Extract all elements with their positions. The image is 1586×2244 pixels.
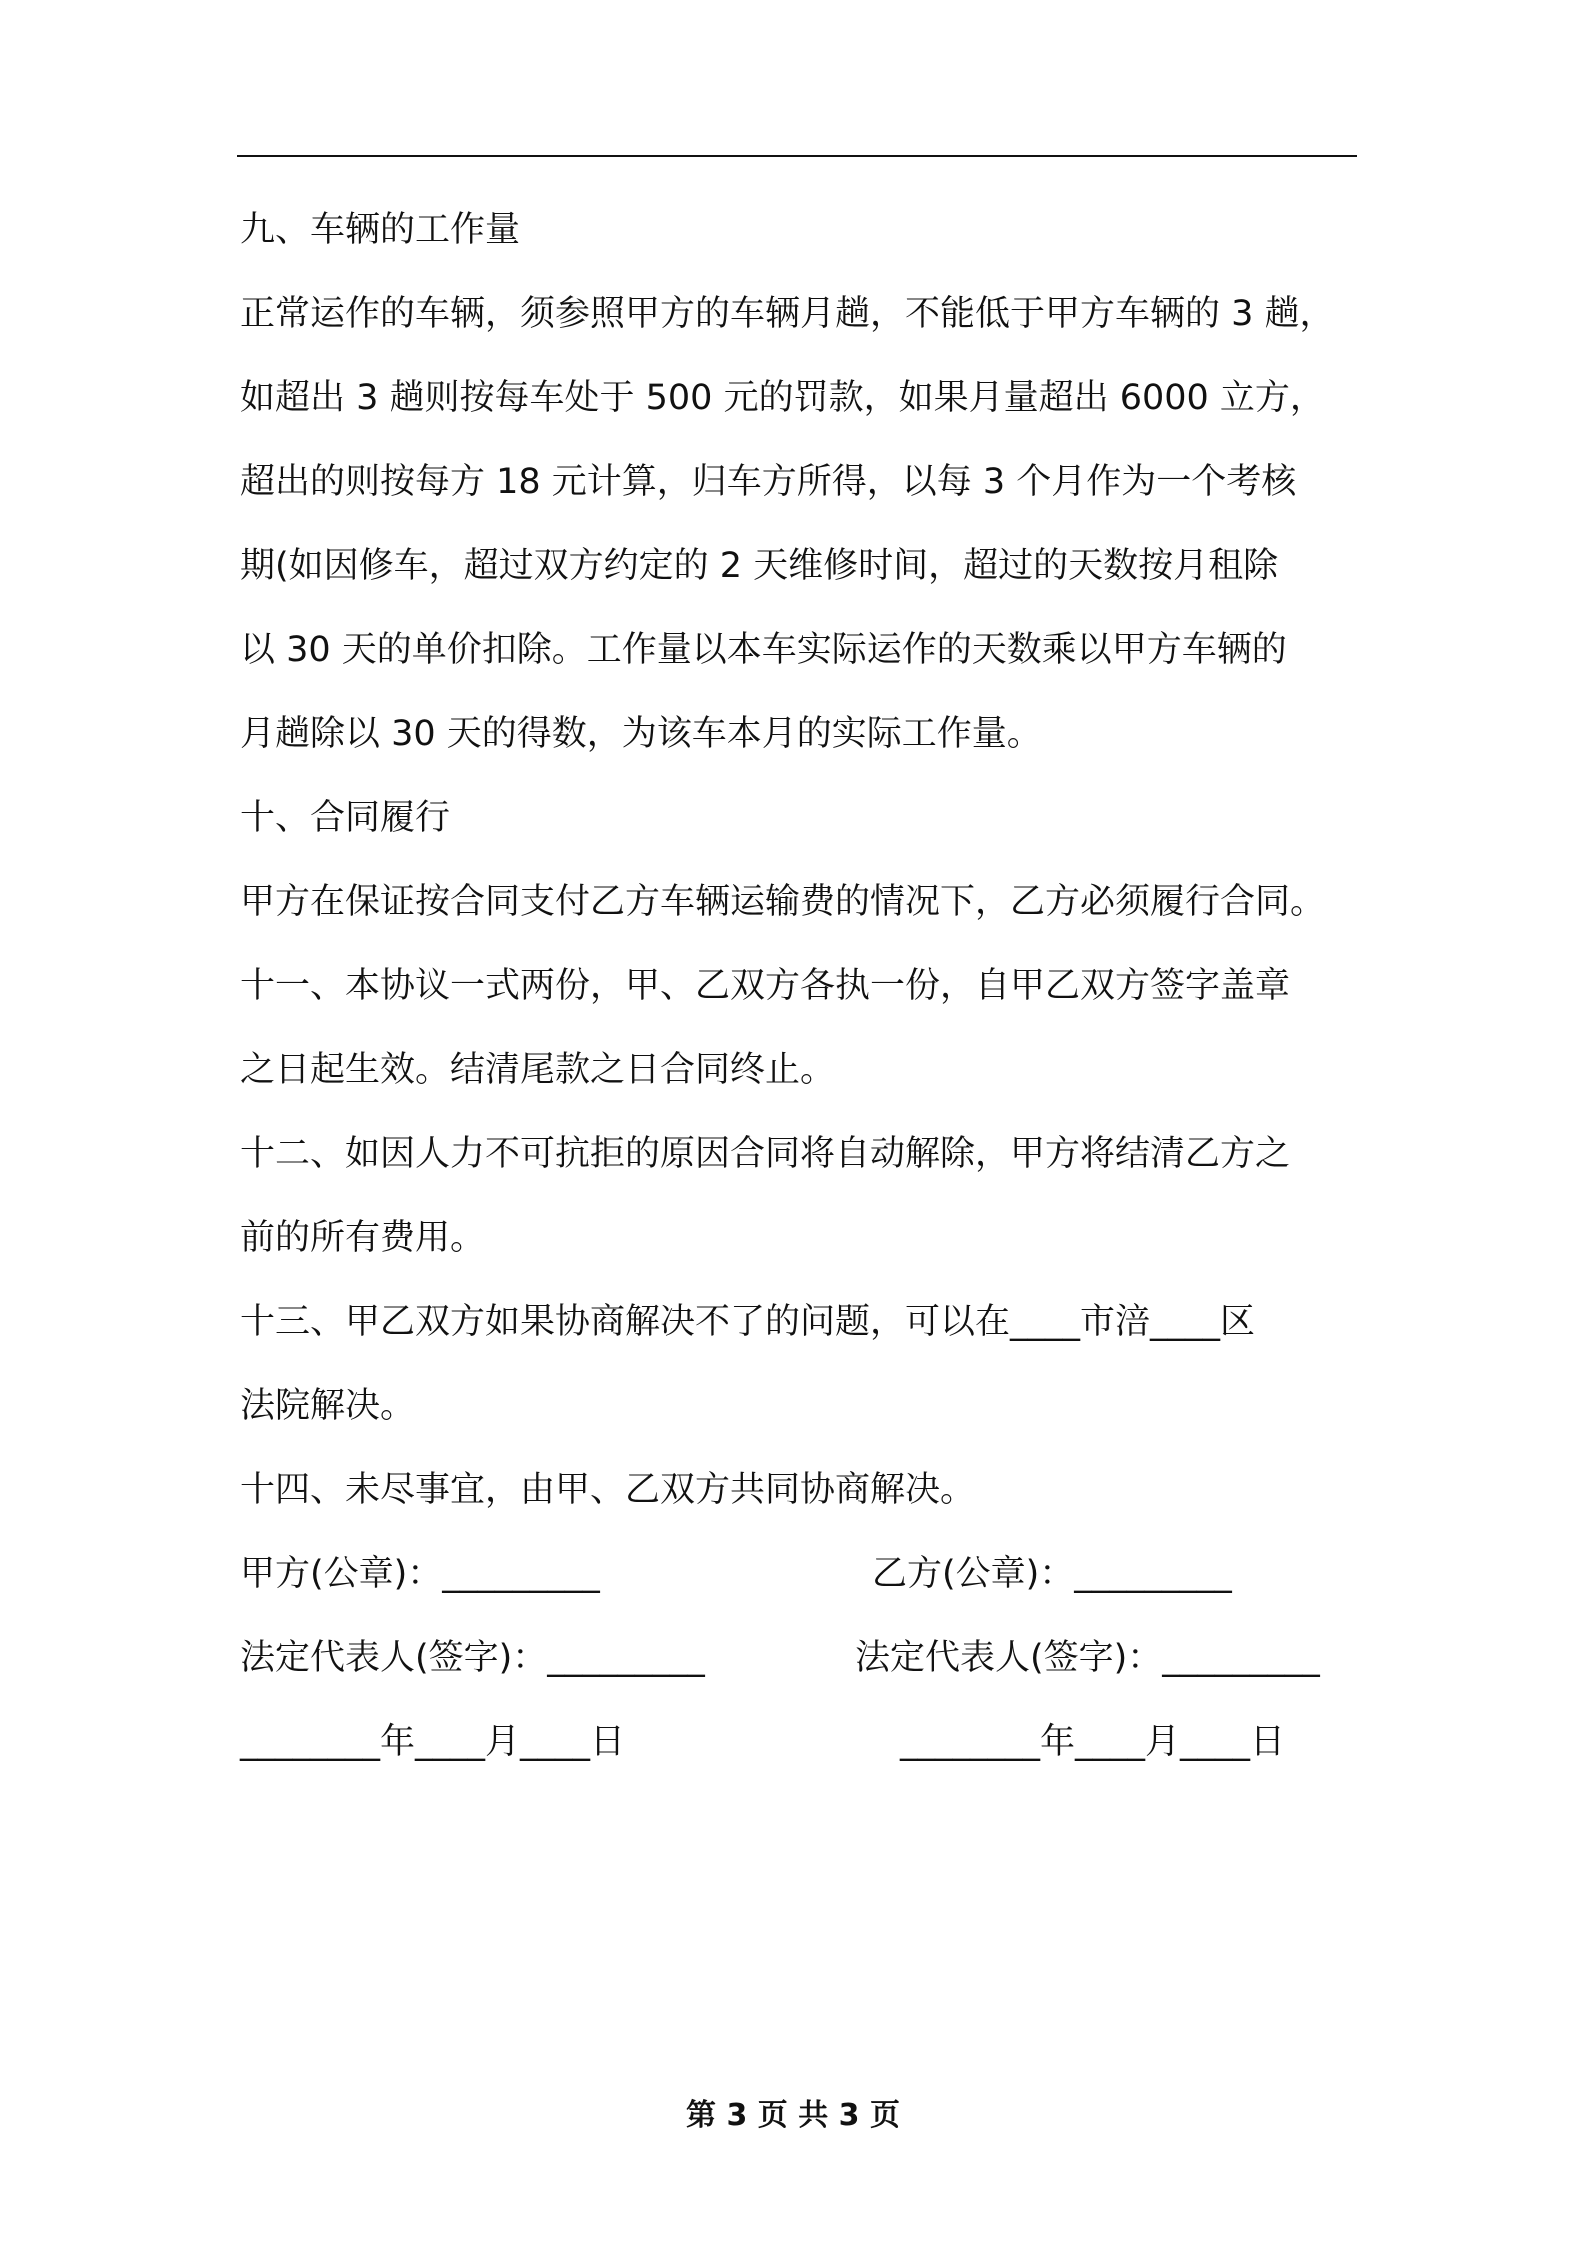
signature-row-representative — [240, 1616, 1360, 1700]
party-b-representative-field: 法定代表人(签字)：_________ — [855, 1638, 1320, 1678]
clause-11-line: 十一、本协议一式两份，甲、乙双方各执一份，自甲乙双方签字盖章 — [240, 966, 1291, 1006]
party-b-date-field: ________年____月____日 — [900, 1722, 1286, 1762]
clause-13-line: 十三、甲乙双方如果协商解决不了的问题，可以在____市涪____区 — [240, 1302, 1256, 1342]
signature-row-date — [240, 1700, 1360, 1784]
clause-13-line: 法院解决。 — [240, 1386, 416, 1426]
clause-12-line: 十二、如因人力不可抗拒的原因合同将自动解除，甲方将结清乙方之 — [240, 1134, 1291, 1174]
signature-row-seal — [240, 1532, 1360, 1616]
page-number: 第 3 页 共 3 页 — [686, 2098, 900, 2133]
party-b-seal-field: 乙方(公章)：_________ — [872, 1554, 1232, 1594]
contract-body — [240, 188, 1360, 1784]
clause-9-line: 期(如因修车，超过双方约定的 2 天维修时间，超过的天数按月租除 — [240, 546, 1279, 586]
clause-11-line: 之日起生效。结清尾款之日合同终止。 — [240, 1050, 836, 1090]
clause-9-line: 如超出 3 趟则按每车处于 500 元的罚款，如果月量超出 6000 立方， — [240, 378, 1325, 418]
party-a-representative-field: 法定代表人(签字)：_________ — [240, 1638, 705, 1678]
clause-10-heading: 十、合同履行 — [240, 798, 451, 838]
clause-12-line: 前的所有费用。 — [240, 1218, 486, 1258]
clause-9-line: 以 30 天的单价扣除。工作量以本车实际运作的天数乘以甲方车辆的 — [240, 630, 1287, 670]
clause-9-line: 正常运作的车辆，须参照甲方的车辆月趟，不能低于甲方车辆的 3 趟， — [240, 294, 1335, 334]
clause-9-line: 超出的则按每方 18 元计算，归车方所得，以每 3 个月作为一个考核 — [240, 462, 1297, 502]
clause-9-line: 月趟除以 30 天的得数，为该车本月的实际工作量。 — [240, 714, 1042, 754]
clause-14-line: 十四、未尽事宜，由甲、乙双方共同协商解决。 — [240, 1470, 976, 1510]
party-a-date-field: ________年____月____日 — [240, 1722, 626, 1762]
clause-9-heading: 九、车辆的工作量 — [240, 210, 521, 250]
clause-10-line: 甲方在保证按合同支付乙方车辆运输费的情况下，乙方必须履行合同。 — [240, 882, 1326, 922]
party-a-seal-field: 甲方(公章)：_________ — [240, 1554, 600, 1594]
header-rule — [237, 155, 1357, 157]
